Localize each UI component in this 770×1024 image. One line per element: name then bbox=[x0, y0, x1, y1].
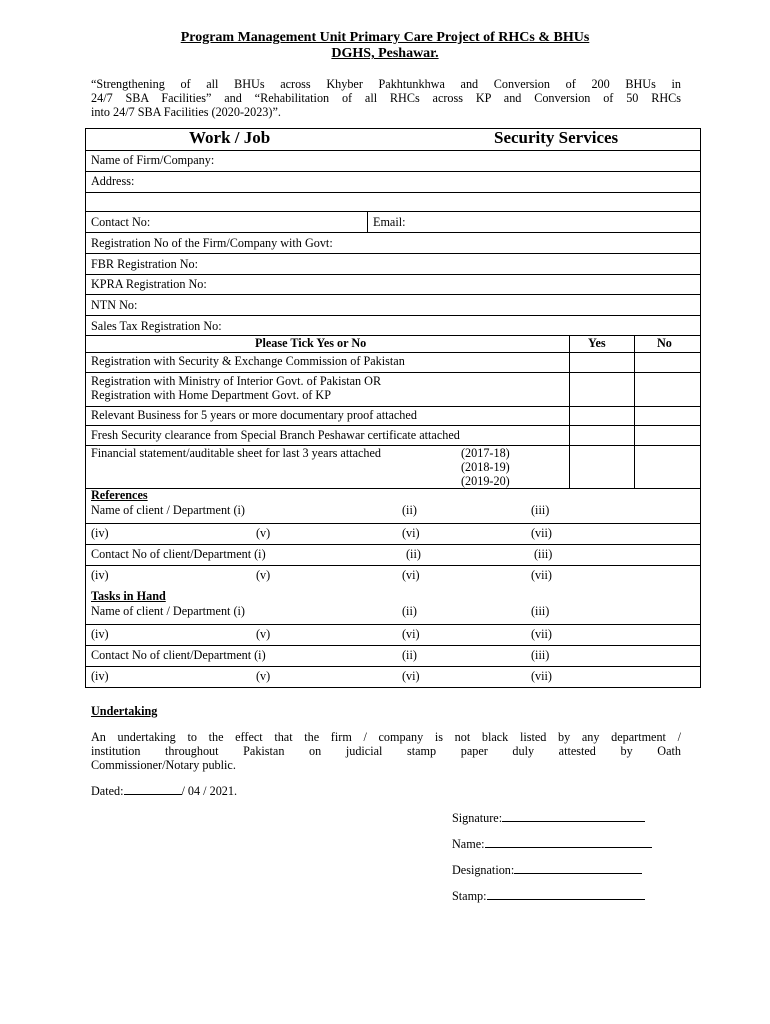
ref-contact-iv: (iv) bbox=[91, 568, 109, 582]
check-financial: Financial statement/auditable sheet for last 3 years attached bbox=[91, 446, 382, 460]
ref-name-v: (v) bbox=[256, 526, 271, 540]
references-heading: References bbox=[91, 488, 148, 502]
ref-contact-ii: (ii) bbox=[406, 547, 421, 561]
dated-suffix: / 04 / 2021. bbox=[181, 784, 238, 798]
ref-name-iii: (iii) bbox=[531, 503, 550, 517]
check-moi-line-2: Registration with Home Department Govt. of KP bbox=[91, 388, 331, 402]
work-job-value: Security Services bbox=[494, 128, 619, 147]
undertaking-line-2: institution throughout Pakistan on judicial stamp paper duly attested by Oath bbox=[91, 744, 681, 758]
sales-tax-label: Sales Tax Registration No: bbox=[91, 319, 222, 333]
year-2019-20: (2019-20) bbox=[461, 474, 510, 488]
task-name-vi: (vi) bbox=[402, 627, 420, 641]
dated-row bbox=[91, 782, 237, 798]
email-label: Email: bbox=[373, 215, 406, 229]
header-line-1: Program Management Unit Primary Care Project of RHCs & BHUs bbox=[180, 30, 590, 45]
ref-name-iv: (iv) bbox=[91, 526, 109, 540]
dated-day-line bbox=[124, 782, 182, 795]
name-row bbox=[452, 835, 652, 851]
task-contact-iv: (iv) bbox=[91, 669, 109, 683]
year-2018-19: (2018-19) bbox=[461, 460, 510, 474]
task-contact-v: (v) bbox=[256, 669, 271, 683]
check-secp: Registration with Security & Exchange Commission of Pakistan bbox=[91, 354, 405, 368]
name-line bbox=[485, 835, 652, 848]
ref-name-client-label: Name of client / Department (i) bbox=[91, 503, 245, 517]
ref-contact-vii: (vii) bbox=[531, 568, 552, 582]
no-header: No bbox=[657, 336, 672, 350]
intro-line-1: “Strengthening of all BHUs across Khyber Pakhtunkhwa and Conversion of 200 BHUs in bbox=[91, 77, 681, 91]
intro-line-2: 24/7 SBA Facilities” and “Rehabilitation of all RHCs across KP and Conversion of 50 RHCs bbox=[91, 91, 681, 105]
task-name-iv: (iv) bbox=[91, 627, 109, 641]
intro-paragraph bbox=[91, 77, 681, 119]
task-name-client-label: Name of client / Department (i) bbox=[91, 604, 245, 618]
kpra-label: KPRA Registration No: bbox=[91, 277, 207, 291]
undertaking-line-3: Commissioner/Notary public. bbox=[91, 758, 236, 772]
undertaking-line-1: An undertaking to the effect that the firm / company is not black listed by any department / bbox=[91, 730, 681, 744]
stamp-line bbox=[487, 887, 645, 900]
check-moi-line-1: Registration with Ministry of Interior Govt. of Pakistan OR bbox=[91, 374, 382, 388]
intro-line-3: into 24/7 SBA Facilities (2020-2023)”. bbox=[91, 105, 281, 119]
task-name-ii: (ii) bbox=[402, 604, 417, 618]
firm-name-label: Name of Firm/Company: bbox=[91, 153, 215, 167]
dated-label: Dated: bbox=[91, 784, 124, 798]
task-contact-vii: (vii) bbox=[531, 669, 552, 683]
designation-row bbox=[452, 861, 642, 877]
stamp-row bbox=[452, 887, 645, 903]
check-business: Relevant Business for 5 years or more documentary proof attached bbox=[91, 408, 417, 422]
address-label: Address: bbox=[91, 174, 135, 188]
tick-header: Please Tick Yes or No bbox=[255, 336, 367, 350]
work-job-label: Work / Job bbox=[189, 128, 271, 147]
designation-line bbox=[514, 861, 642, 874]
ref-contact-v: (v) bbox=[256, 568, 271, 582]
task-name-iii: (iii) bbox=[531, 604, 550, 618]
ref-name-vi: (vi) bbox=[402, 526, 420, 540]
task-contact-vi: (vi) bbox=[402, 669, 420, 683]
signature-label: Signature: bbox=[452, 811, 503, 825]
ref-name-ii: (ii) bbox=[402, 503, 417, 517]
yes-header: Yes bbox=[588, 336, 606, 350]
fbr-label: FBR Registration No: bbox=[91, 257, 198, 271]
ref-contact-client-label: Contact No of client/Department (i) bbox=[91, 547, 266, 561]
designation-label: Designation: bbox=[452, 863, 515, 877]
signature-row bbox=[452, 809, 645, 825]
signature-line bbox=[502, 809, 645, 822]
undertaking-paragraph bbox=[91, 730, 681, 772]
year-2017-18: (2017-18) bbox=[461, 446, 510, 460]
ref-contact-iii: (iii) bbox=[534, 547, 553, 561]
stamp-label: Stamp: bbox=[452, 889, 487, 903]
header-line-2: DGHS, Peshawar. bbox=[331, 46, 439, 61]
contact-label: Contact No: bbox=[91, 215, 151, 229]
task-contact-iii: (iii) bbox=[531, 648, 550, 662]
ref-name-vii: (vii) bbox=[531, 526, 552, 540]
task-contact-ii: (ii) bbox=[402, 648, 417, 662]
task-name-vii: (vii) bbox=[531, 627, 552, 641]
ref-contact-vi: (vi) bbox=[402, 568, 420, 582]
ntn-label: NTN No: bbox=[91, 298, 138, 312]
tasks-heading: Tasks in Hand bbox=[91, 589, 166, 603]
name-label: Name: bbox=[452, 837, 485, 851]
registration-no-label: Registration No of the Firm/Company with Govt: bbox=[91, 236, 333, 250]
application-form bbox=[85, 128, 701, 688]
task-contact-client-label: Contact No of client/Department (i) bbox=[91, 648, 266, 662]
undertaking-heading: Undertaking bbox=[91, 704, 158, 718]
task-name-v: (v) bbox=[256, 627, 271, 641]
check-clearance: Fresh Security clearance from Special Branch Peshawar certificate attached bbox=[91, 428, 460, 442]
